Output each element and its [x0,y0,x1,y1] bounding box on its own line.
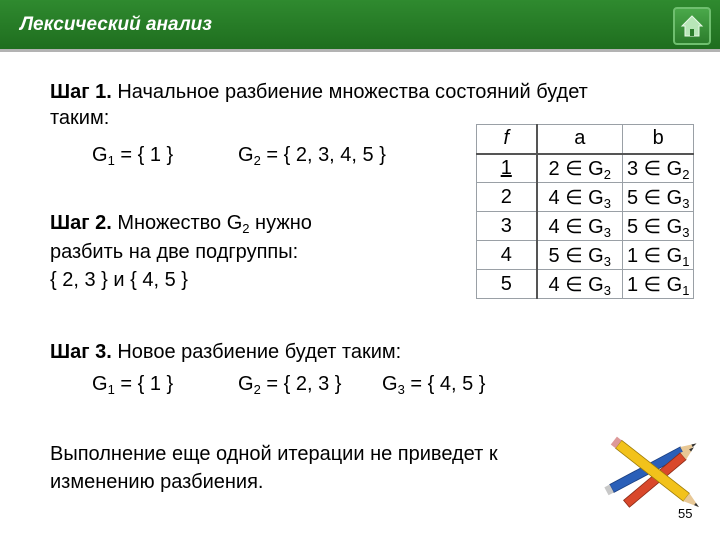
table-row [477,212,694,241]
table-header-f: f [477,125,537,154]
g1-set: = { 1 } [114,144,174,166]
conclusion-line2: изменению разбиения. [50,471,264,493]
table-cell-a: 4 ∈ $G_3$ [537,212,623,241]
table-cell-f: 1 [500,156,512,179]
home-button[interactable] [673,7,711,45]
table-cell-b: 1 ∈ $G_1$ [623,241,694,270]
transition-table [476,124,694,299]
step2-text-end: нужно [249,212,312,234]
g2-set: = { 2, 3, 4, 5 } [260,144,386,166]
table-row [477,183,694,212]
table-row [477,241,694,270]
table-cell-a: 4 ∈ $G_3$ [537,183,623,212]
table-cell-f: 5 [477,270,537,299]
step2-text: Множество G [111,212,243,234]
step3-text: Новое разбиение будет таким: [111,341,402,363]
table-cell-a: 4 ∈ $G_3$ [537,270,623,299]
step3-g3: $G_3$ = { 4, 5 } [382,373,486,397]
table-cell-b: 5 ∈ $G_3$ [623,212,694,241]
step2-label: Шаг 2. [50,212,112,234]
conclusion-line1: Выполнение еще одной итерации не приведет к [50,443,498,465]
home-icon [680,14,704,38]
step1-label: Шаг 1. [50,81,112,103]
table-header-a: a [537,125,623,154]
slide-header [0,0,720,52]
table-cell-b: 5 ∈ $G_3$ [623,183,694,212]
g2-symbol: G [238,144,254,166]
step3-label: Шаг 3. [50,341,112,363]
step2-text-line2: разбить на две подгруппы: [50,241,299,263]
table-cell-f: 3 [477,212,537,241]
table-cell-b: 3 ∈ $G_2$ [623,154,694,183]
step1-text: Начальное разбиение множества состояний будет [111,81,588,103]
table-header-b: b [623,125,694,154]
step1-text-line2: таким: [50,107,110,129]
step1-g1 [92,143,173,167]
step1-g2 [238,143,386,167]
table-cell-a: 5 ∈ $G_3$ [537,241,623,270]
step2-subscript: 2 [242,221,250,236]
step2-text-line3: { 2, 3 } и { 4, 5 } [50,269,188,291]
table-cell-a: 2 ∈ $G_2$ [537,154,623,183]
step3-g1: $G_1$ = { 1 } [92,373,174,397]
g1-symbol: G [92,144,108,166]
step1-paragraph [50,80,588,104]
table-header-row [477,125,694,154]
page-number: 55 [678,506,693,521]
step2-paragraph [50,211,312,235]
table-row [477,154,694,183]
g2-subscript: 2 [253,153,261,168]
g1-subscript: 1 [107,153,115,168]
table-row [477,270,694,299]
table-cell-f: 2 [477,183,537,212]
table-cell-f: 4 [477,241,537,270]
step3-paragraph [50,340,401,364]
table-cell-b: 1 ∈ $G_1$ [623,270,694,299]
slide-title: Лексический анализ [20,14,212,35]
pencils-icon [596,432,714,516]
step3-g2: $G_2$ = { 2, 3 } [238,373,342,397]
